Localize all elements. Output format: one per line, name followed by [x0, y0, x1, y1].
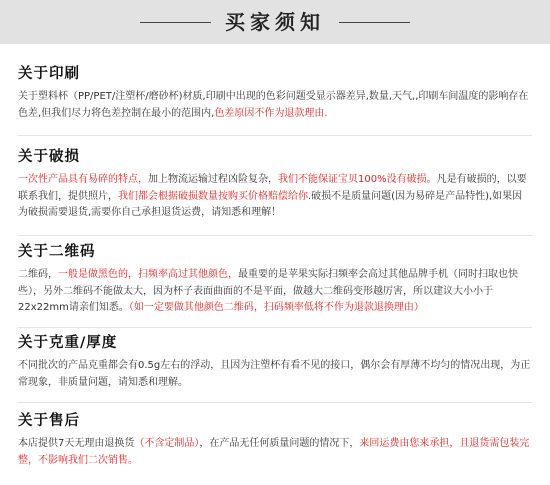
body-text-highlight: （不含定制品）	[134, 438, 200, 449]
body-text: 最重要的是苹果实际扫频率会高过其他品牌手机（同时扫取也快些），另外二维码不能做太大，因为杯子表面曲面的不是平面，做越大二维码变形越厉害，所以建议大小小于22x22mm请亲们知悉。	[18, 269, 518, 313]
body-text-highlight: （如一定要做其他颜色二维码，扫码频率低将不作为退款退换理由）	[128, 302, 424, 313]
section-body	[18, 436, 532, 469]
section-after-sales	[18, 409, 532, 469]
body-text: ，在产品无任何质量问题的情况下，	[199, 438, 360, 449]
section-body	[18, 89, 532, 122]
page-title: 买家须知	[211, 0, 339, 44]
section-body	[18, 358, 532, 391]
section-heading: 关于克重/厚度	[18, 335, 118, 351]
section-heading: 关于二维码	[18, 244, 96, 260]
section-damage	[18, 145, 532, 222]
section-heading: 关于印刷	[18, 66, 80, 82]
body-text-highlight: 一次性产品具有易碎的特点，	[18, 174, 148, 185]
section-body	[18, 172, 532, 222]
section-qrcode	[18, 240, 532, 317]
body-text: 不同批次的产品克重都会有0.5g左右的浮动，且因为注塑杯有看不见的接口，偶尔会有厚薄不均匀的情况出现，为正常现象，非质量问题，请知悉和理解。	[18, 360, 531, 388]
body-text: 关于塑料杯（PP/PET/注塑杯/磨砂杯)材质,印刷中出现的色彩问题受显示器差异,数量,天气,,印刷车间温度的影响存在色差,但我们尽力将色差控制在最小的范围内,	[18, 91, 529, 119]
body-text-highlight: 来回运费由您来承担，且退货需包装完整，不影响我们二次销售。	[18, 438, 530, 466]
section-heading: 关于破损	[18, 149, 80, 165]
header-banner	[0, 0, 550, 44]
body-text: .破损不是质量问题(因为易碎是产品特性),如果因为破损需要退货,需要你自己承担退货运费，请知悉和理解！	[18, 190, 523, 218]
divider	[18, 135, 532, 136]
divider	[18, 235, 532, 236]
body-text: 加上物流运输过程凶险复杂，	[148, 174, 278, 185]
divider	[18, 327, 532, 328]
body-text: 二维码，	[18, 269, 58, 280]
body-text-highlight: 一般是做黑色的，扫频率高过其他颜色，	[58, 269, 238, 280]
section-weight	[18, 331, 532, 391]
body-text: 本店提供7天无理由退换货	[18, 438, 135, 449]
body-text-highlight: 我们不能保证宝贝100%没有破损。	[278, 174, 437, 185]
divider	[18, 402, 532, 403]
section-body	[18, 267, 532, 317]
body-text-highlight: 我们都会根据破损数量按购买价格赔偿给你	[118, 190, 308, 202]
section-printing	[18, 62, 532, 122]
body-text-highlight: 色差原因不作为退款理由.	[214, 107, 328, 119]
section-heading: 关于售后	[18, 413, 80, 429]
body-text: 凡是有破损的，以要联系我们，提供照片，	[18, 174, 527, 202]
